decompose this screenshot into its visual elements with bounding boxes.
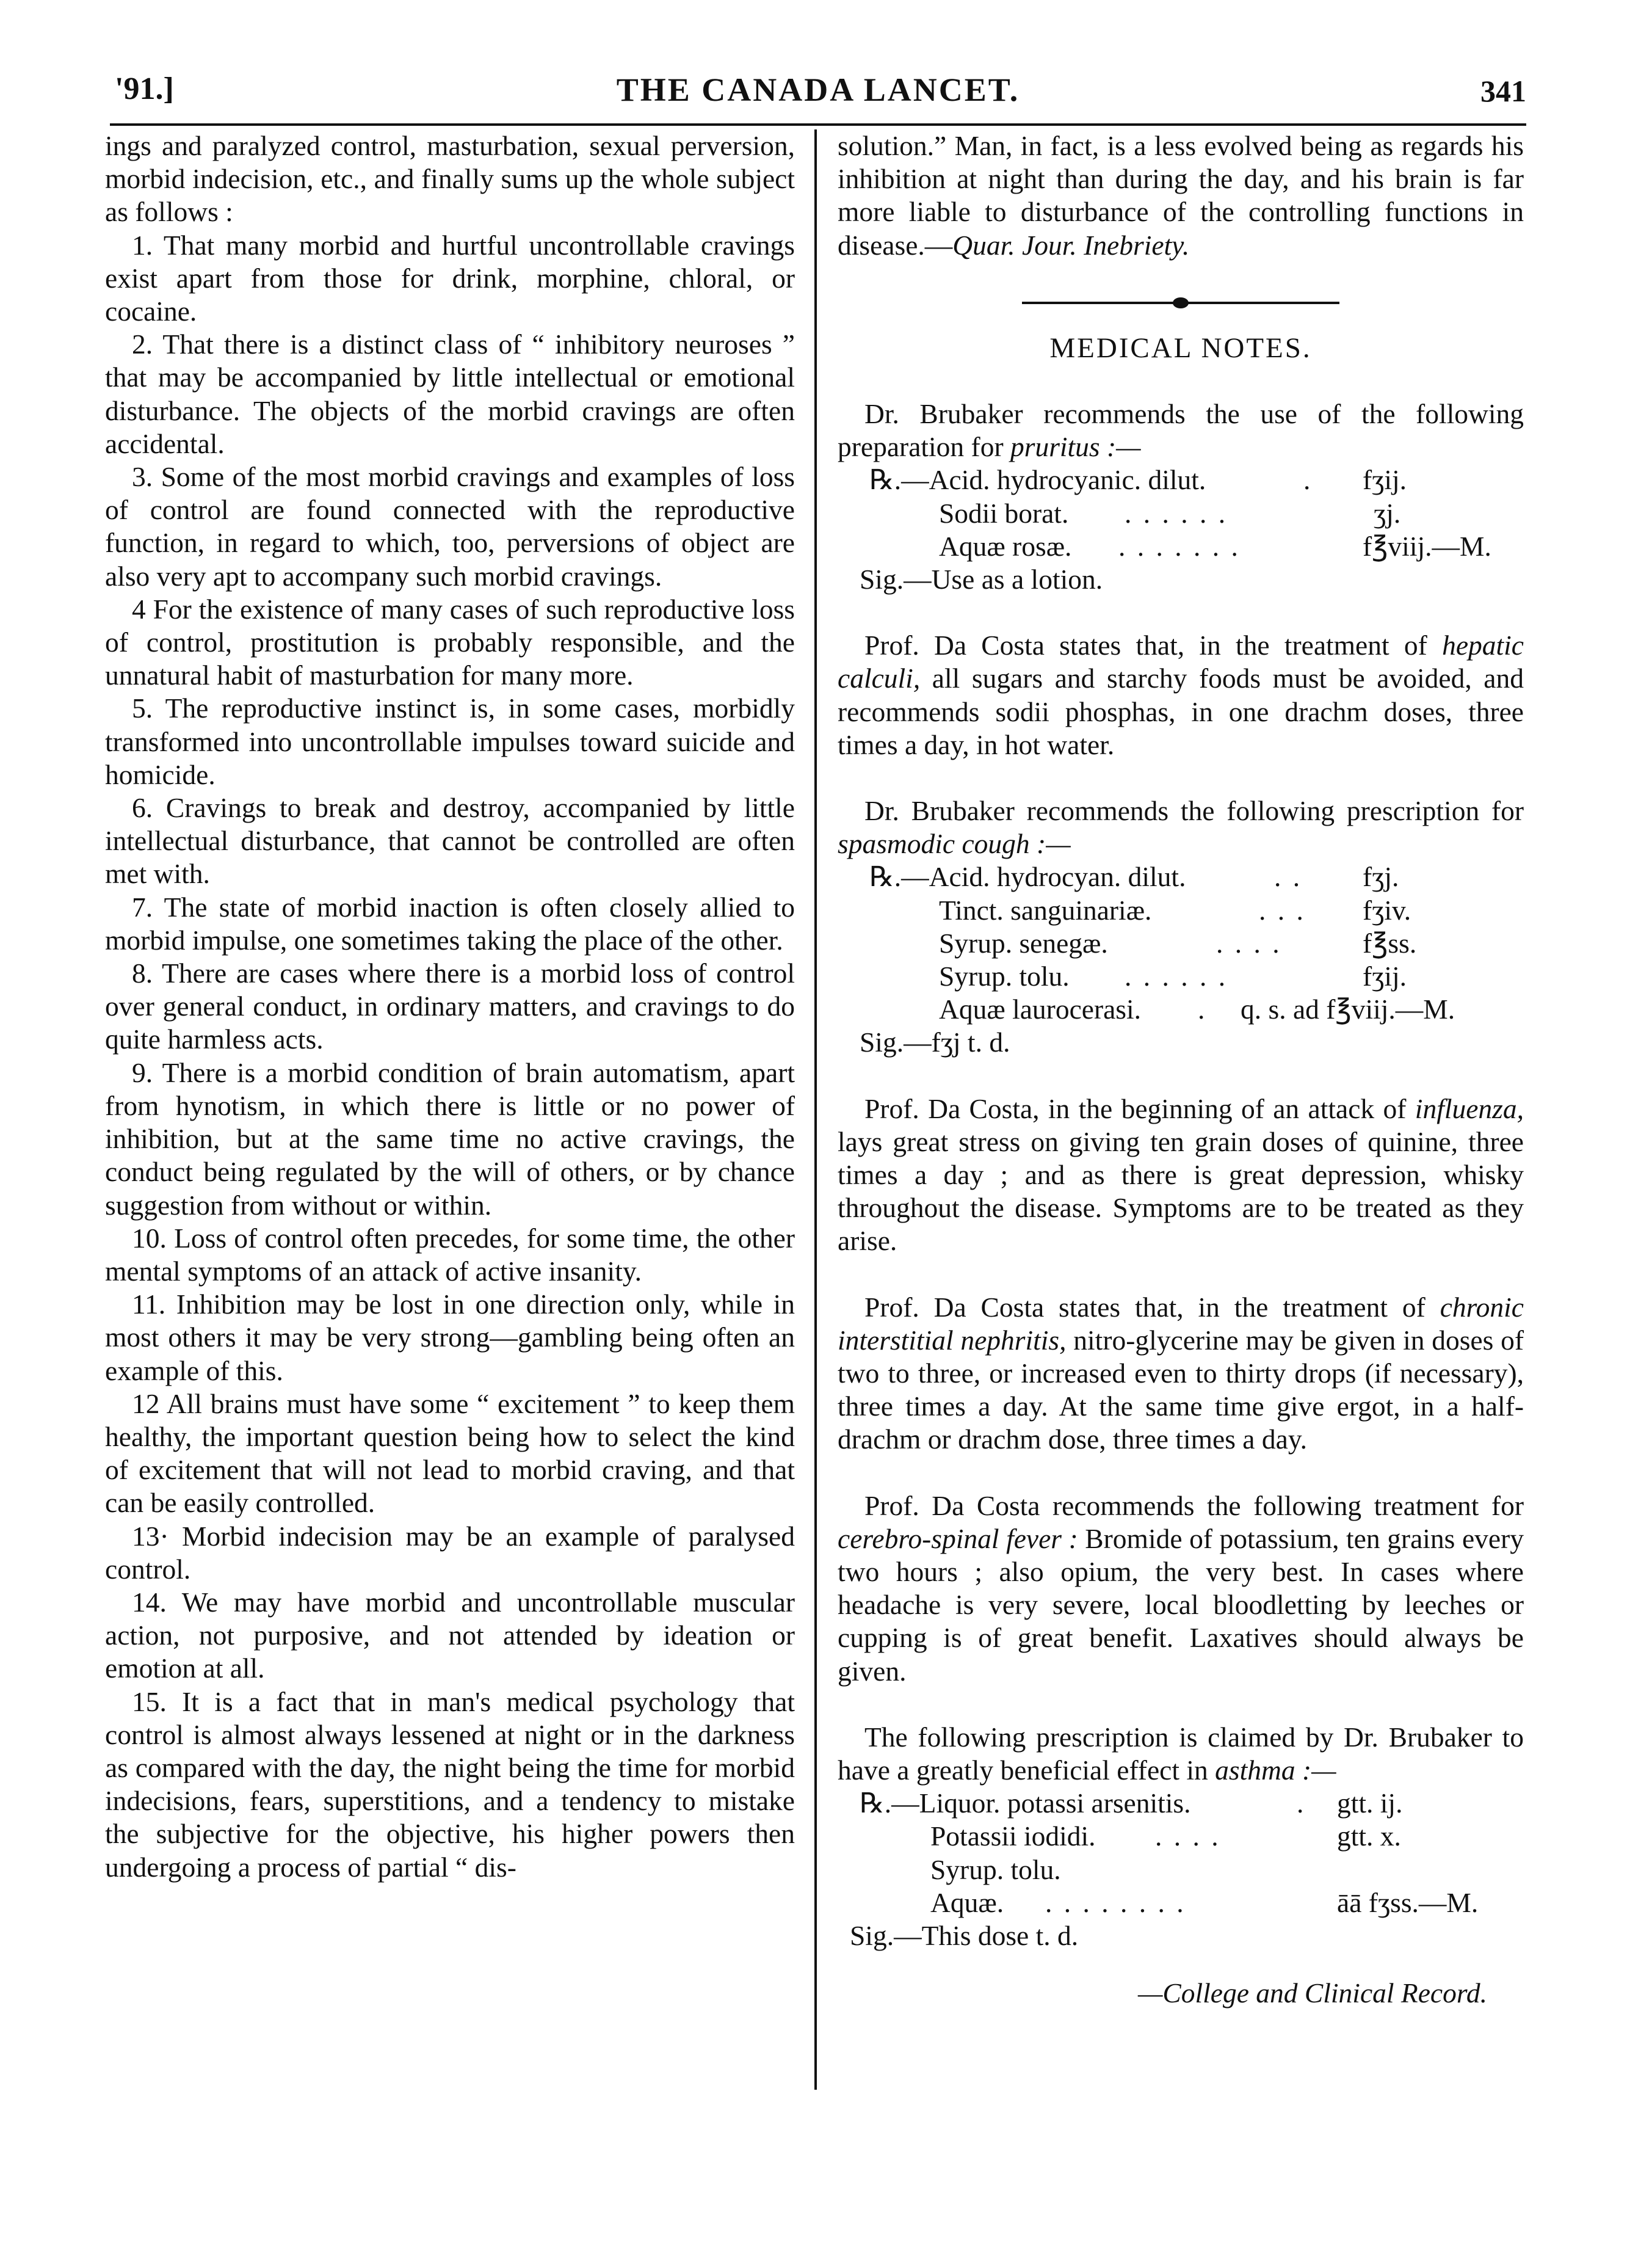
- list-item: 11. Inhibition may be lost in one direction only, while in most others it may be very strong—gambling being often an example of this.: [105, 1289, 795, 1386]
- prescription-line: ℞.—Acid. hydrocyanic. dilut. . fʒij.: [869, 464, 1407, 496]
- prescription-sig: Sig.—This dose t. d.: [850, 1919, 1079, 1951]
- left-column: [105, 129, 795, 1884]
- note-cerebro-spinal-fever: Prof. Da Costa recommends the following treatment for cerebro-spinal fever : Bromide of potassium, ten grains every two hours ; also opium, the very best. In cases where headache is very severe, local bloodletting by leeches or cupping is of great benefit. Laxatives should always be given.: [838, 1489, 1524, 1687]
- list-item: 7. The state of morbid inaction is often closely allied to morbid impulse, one sometimes taking the place of the other.: [105, 891, 795, 956]
- intro-paragraph: ings and paralyzed control, masturbation, sexual perversion, morbid indecision, etc., and finally sums up the whole subject as follows :: [105, 130, 795, 228]
- running-header: [110, 68, 1526, 126]
- list-item: 15. It is a fact that in man's medical psychology that control is almost always lessened at night or in the darkness as compared with the day, the night being the time for morbid indecisions, fears, superstitions, and a tendency to mistake the subjective for the objective, his higher powers then undergoing a process of partial “ dis-: [105, 1685, 795, 1883]
- citation: —College and Clinical Record.: [1137, 1977, 1487, 2009]
- note-pruritus: Dr. Brubaker recommends the use of the following preparation for pruritus :— ℞.—Acid. hydrocyanic. dilut. . fʒij. Sodii borat. . . . . . . ʒj. Aquæ rosæ. . . . . . . . f℥viij.—M. Sig.—Use as a lotion.: [838, 398, 1524, 596]
- note-asthma: The following prescription is claimed by Dr. Brubaker to have a greatly beneficial effect in asthma :— ℞.—Liquor. potassi arsenitis. . gtt. ij. Potassii iodidi. . . . . gtt. x. Syrup. tolu. Aquæ. . . . . . . . . āā fʒss.—M. Sig.—This dose t. d. —College and Clinical Record.: [838, 1721, 1524, 2010]
- note-hepatic-calculi: Prof. Da Costa states that, in the treatment of hepatic calculi, all sugars and starchy foods must be avoided, and recommends sodii phosphas, in one drachm doses, three times a day, in hot water.: [838, 630, 1524, 760]
- list-item: 12 All brains must have some “ excitement ” to keep them healthy, the important question being how to select the kind of excitement that will not lead to morbid craving, and that can be easily controlled.: [105, 1387, 795, 1519]
- list-item: 14. We may have morbid and uncontrollable muscular action, not purposive, and not attended by ideation or emotion at all.: [105, 1586, 795, 1684]
- prescription-line: Aquæ. . . . . . . . . āā fʒss.—M.: [930, 1886, 1479, 1918]
- continuation-source: Quar. Jour. Inebriety.: [952, 229, 1190, 261]
- column-divider: [814, 129, 817, 2090]
- prescription-line: ℞.—Acid. hydrocyan. dilut. . . fʒj.: [869, 861, 1399, 893]
- prescription-line: Potassii iodidi. . . . . gtt. x.: [930, 1820, 1401, 1852]
- prescription-line: Syrup. tolu. . . . . . . fʒij.: [939, 960, 1407, 992]
- note-nephritis: Prof. Da Costa states that, in the treatment of chronic interstitial nephritis, nitro-glycerine may be given in doses of two to three, or increased even to thirty drops (if necessary), three times a day. At the same time give ergot, in a half-drachm or drachm dose, three times a day.: [838, 1291, 1524, 1455]
- right-column: [838, 129, 1524, 2010]
- page-number: 341: [1480, 74, 1526, 108]
- prescription-sig: Sig.—fʒj t. d.: [860, 1027, 1010, 1058]
- list-item: 13· Morbid indecision may be an example of paralysed control.: [105, 1520, 795, 1585]
- prescription-line: Tinct. sanguinariæ. . . . fʒiv.: [939, 894, 1411, 926]
- list-item: 8. There are cases where there is a morbid loss of control over general conduct, in ordinary matters, and cravings to do quite harmless acts.: [105, 958, 795, 1055]
- list-item: 1. That many morbid and hurtful uncontrollable cravings exist apart from those for drink, morphine, chloral, or cocaine.: [105, 229, 795, 327]
- prescription-sig: Sig.—Use as a lotion.: [860, 563, 1103, 595]
- list-item: 3. Some of the most morbid cravings and examples of loss of control are found connected with the reproductive function, in regard to which, too, perversions of object are also very apt to accompany such morbid cravings.: [105, 461, 795, 592]
- prescription-line: ℞.—Liquor. potassi arsenitis. . gtt. ij.: [860, 1787, 1403, 1819]
- section-title: MEDICAL NOTES.: [1049, 332, 1312, 364]
- prescription-line: Sodii borat. . . . . . . ʒj.: [939, 497, 1401, 529]
- prescription-line: Aquæ rosæ. . . . . . . . f℥viij.—M.: [939, 530, 1491, 562]
- prescription-line: Aquæ laurocerasi. . q. s. ad f℥viij.—M.: [939, 994, 1455, 1025]
- list-item: 2. That there is a distinct class of “ inhibitory neuroses ” that may be accompanied by little intellectual or emotional disturbance. The objects of the morbid cravings are often accidental.: [105, 329, 795, 459]
- note-spasmodic-cough: Dr. Brubaker recommends the following prescription for spasmodic cough :— ℞.—Acid. hydrocyan. dilut. . . fʒj. Tinct. sanguinariæ. . . . fʒiv. Syrup. senegæ. . . . . f℥ss. Syrup. tolu. . . . . . . fʒij. Aquæ laurocerasi. . q. s. ad f℥viij.—M. Sig.—fʒj t. d.: [838, 794, 1524, 1060]
- list-item: 9. There is a morbid condition of brain automatism, apart from hynotism, in which there is little or no power of inhibition, but at the same time no active cravings, the conduct being regulated by the will of others, or by chance suggestion from without or within.: [105, 1056, 795, 1221]
- list-item: 5. The reproductive instinct is, in some cases, morbidly transformed into uncontrollable impulses toward suicide and homicide.: [105, 693, 795, 790]
- prescription-line: Syrup. tolu.: [930, 1853, 1061, 1885]
- continuation-paragraph: solution.” Man, in fact, is a less evolved being as regards his inhibition at night than during the day, and his brain is far more liable to disturbance of the controlling functions in disease.—Quar. Jour. Inebriety.: [838, 130, 1524, 261]
- prescription-line: Syrup. senegæ. . . . . f℥ss.: [939, 927, 1417, 959]
- journal-title: THE CANADA LANCET.: [616, 71, 1020, 108]
- list-item: 4 For the existence of many cases of such reproductive loss of control, prostitution is probably responsible, and the unnatural habit of masturbation for many more.: [105, 593, 795, 691]
- header-date: '91.]: [115, 71, 174, 106]
- section-ornament: [1022, 296, 1339, 310]
- list-item: 10. Loss of control often precedes, for some time, the other mental symptoms of an attack of active insanity.: [105, 1222, 795, 1287]
- list-item: 6. Cravings to break and destroy, accompanied by little intellectual disturbance, that cannot be controlled are often met with.: [105, 792, 795, 890]
- note-influenza: Prof. Da Costa, in the beginning of an attack of influenza, lays great stress on giving ten grain doses of quinine, three times a day ; and as there is great depression, whisky throughout the disease. Symptoms are to be treated as they arise.: [838, 1093, 1524, 1257]
